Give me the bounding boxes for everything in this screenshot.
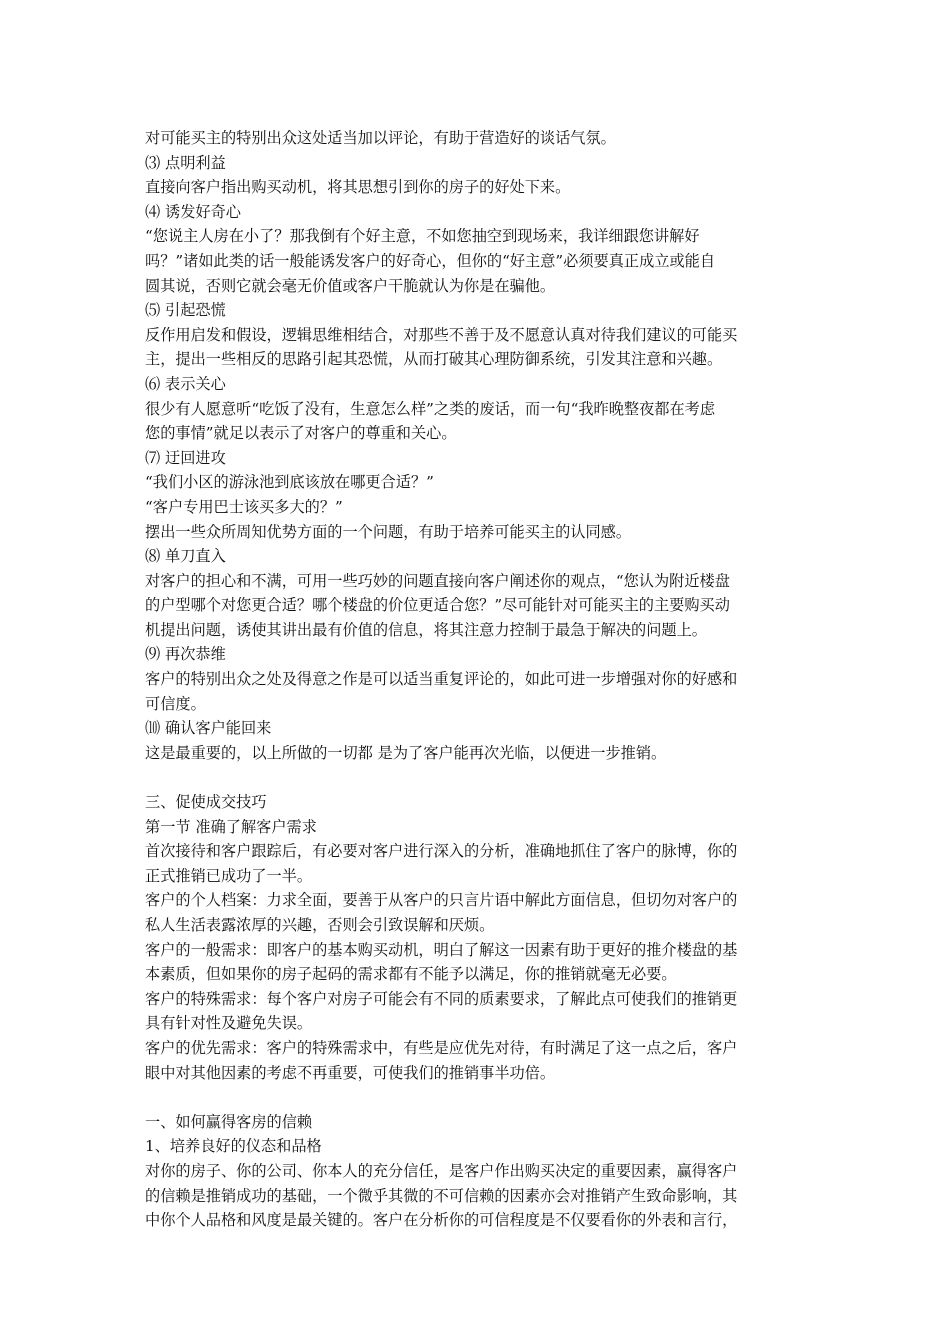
text-line: 本素质，但如果你的房子起码的需求都有不能予以满足，你的推销就毫无必要。 [145,965,677,984]
text-line: 对可能买主的特别出众这处适当加以评论，有助于营造好的谈话气氛。 [145,129,616,147]
text-line: 首次接待和客户跟踪后，有必要对客户进行深入的分析，准确地抓住了客户的脉博，你的 [145,842,738,861]
section-heading: 三、促使成交技巧 [145,793,267,812]
item-heading: ⑹ 表示关心 [145,374,226,393]
text-line: “我们小区的游泳池到底该放在哪更合适？” [145,473,434,492]
text-line: 很少有人愿意听“吃饭了没有，生意怎么样”之类的废话，而一句“我昨晚整夜都在考虑 [145,399,716,418]
text-line: 对客户的担心和不满，可用一些巧妙的问题直接向客户阐述你的观点，“您认为附近楼盘 [145,571,730,590]
text-line: 可信度。 [145,694,206,713]
text-line: 机提出问题，诱使其讲出最有价值的信息，将其注意力控制于最急于解决的问题上。 [145,620,707,639]
text-line: 客户的一般需求：即客户的基本购买动机，明白了解这一因素有助于更好的推介楼盘的基 [145,940,738,959]
item-heading: ⑺ 迂回进攻 [145,448,226,467]
text-line: 对你的房子、你的公司、你本人的充分信任，是客户作出购买决定的重要因素，赢得客户 [145,1161,738,1180]
text-line: 正式推销已成功了一半。 [145,866,313,885]
text-line: 客户的个人档案：力求全面，要善于从客户的只言片语中解此方面信息，但切勿对客户的 [145,891,738,910]
text-line: 中你个人品格和风度是最关键的。客户在分析你的可信程度是不仅要看你的外表和言行， [145,1211,738,1230]
item-heading: ⑼ 再次恭维 [145,645,226,664]
blank-line [145,765,813,790]
text-line: 具有针对性及避免失误。 [145,1014,313,1033]
text-line: “您说主人房在小了？那我倒有个好主意，不如您抽空到现场来，我详细跟您讲解好 [145,227,700,246]
section-heading: 一、如何赢得客房的信赖 [145,1112,313,1131]
item-heading: ⑸ 引起恐慌 [145,301,226,320]
text-line: 主，提出一些相反的思路引起其恐慌，从而打破其心理防御系统，引发其注意和兴趣。 [145,350,723,369]
text-line: 摆出一些众所周知优势方面的一个问题，有助于培养可能买主的认同感。 [145,522,631,541]
text-line: 眼中对其他因素的考虑不再重要，可使我们的推销事半功倍。 [145,1063,556,1082]
text-line: 的户型哪个对您更合适？哪个楼盘的价位更适合您？”尽可能针对可能买主的主要购买动 [145,596,730,615]
text-line: 的信赖是推销成功的基础，一个微乎其微的不可信赖的因素亦会对推销产生致命影响，其 [145,1186,738,1205]
text-line: 客户的优先需求：客户的特殊需求中，有些是应优先对待，有时满足了这一点之后，客户 [145,1038,738,1057]
text-line: 您的事情”就足以表示了对客户的尊重和关心。 [145,424,457,443]
item-heading: ⑻ 单刀直入 [145,547,226,566]
text-line: “客户专用巴士该买多大的？” [145,497,343,516]
text-line: 圆其说，否则它就会毫无价值或客户干脆就认为你是在骗他。 [145,276,556,295]
text-line: 这是最重要的，以上所做的一切都 是为了客户能再次光临，以便进一步推销。 [145,743,667,762]
item-heading: ⑽ 确认客户能回来 [145,719,272,738]
subsection-heading: 第一节 准确了解客户需求 [145,817,317,836]
text-line: 吗？”诸如此类的话一般能诱发客户的好奇心，但你的“好主意”必须要真正成立或能自 [145,251,716,270]
text-line: 直接向客户指出购买动机，将其思想引到你的房子的好处下来。 [145,178,571,197]
text-line: 客户的特别出众之处及得意之作是可以适当重复评论的，如此可进一步增强对你的好感和 [145,670,738,689]
text-line: 私人生活表露浓厚的兴趣，否则会引致误解和厌烦。 [145,916,495,934]
text-line: 反作用启发和假设，逻辑思维相结合，对那些不善于及不愿意认真对待我们建议的可能买 [145,325,738,344]
document-page [145,126,813,1233]
item-heading: ⑶ 点明利益 [145,153,226,172]
text-line: 客户的特殊需求：每个客户对房子可能会有不同的质素要求，了解此点可使我们的推销更 [145,989,738,1008]
subsection-heading: 1、培养良好的仪态和品格 [145,1137,322,1156]
item-heading: ⑷ 诱发好奇心 [145,202,241,221]
blank-line [145,1085,813,1110]
